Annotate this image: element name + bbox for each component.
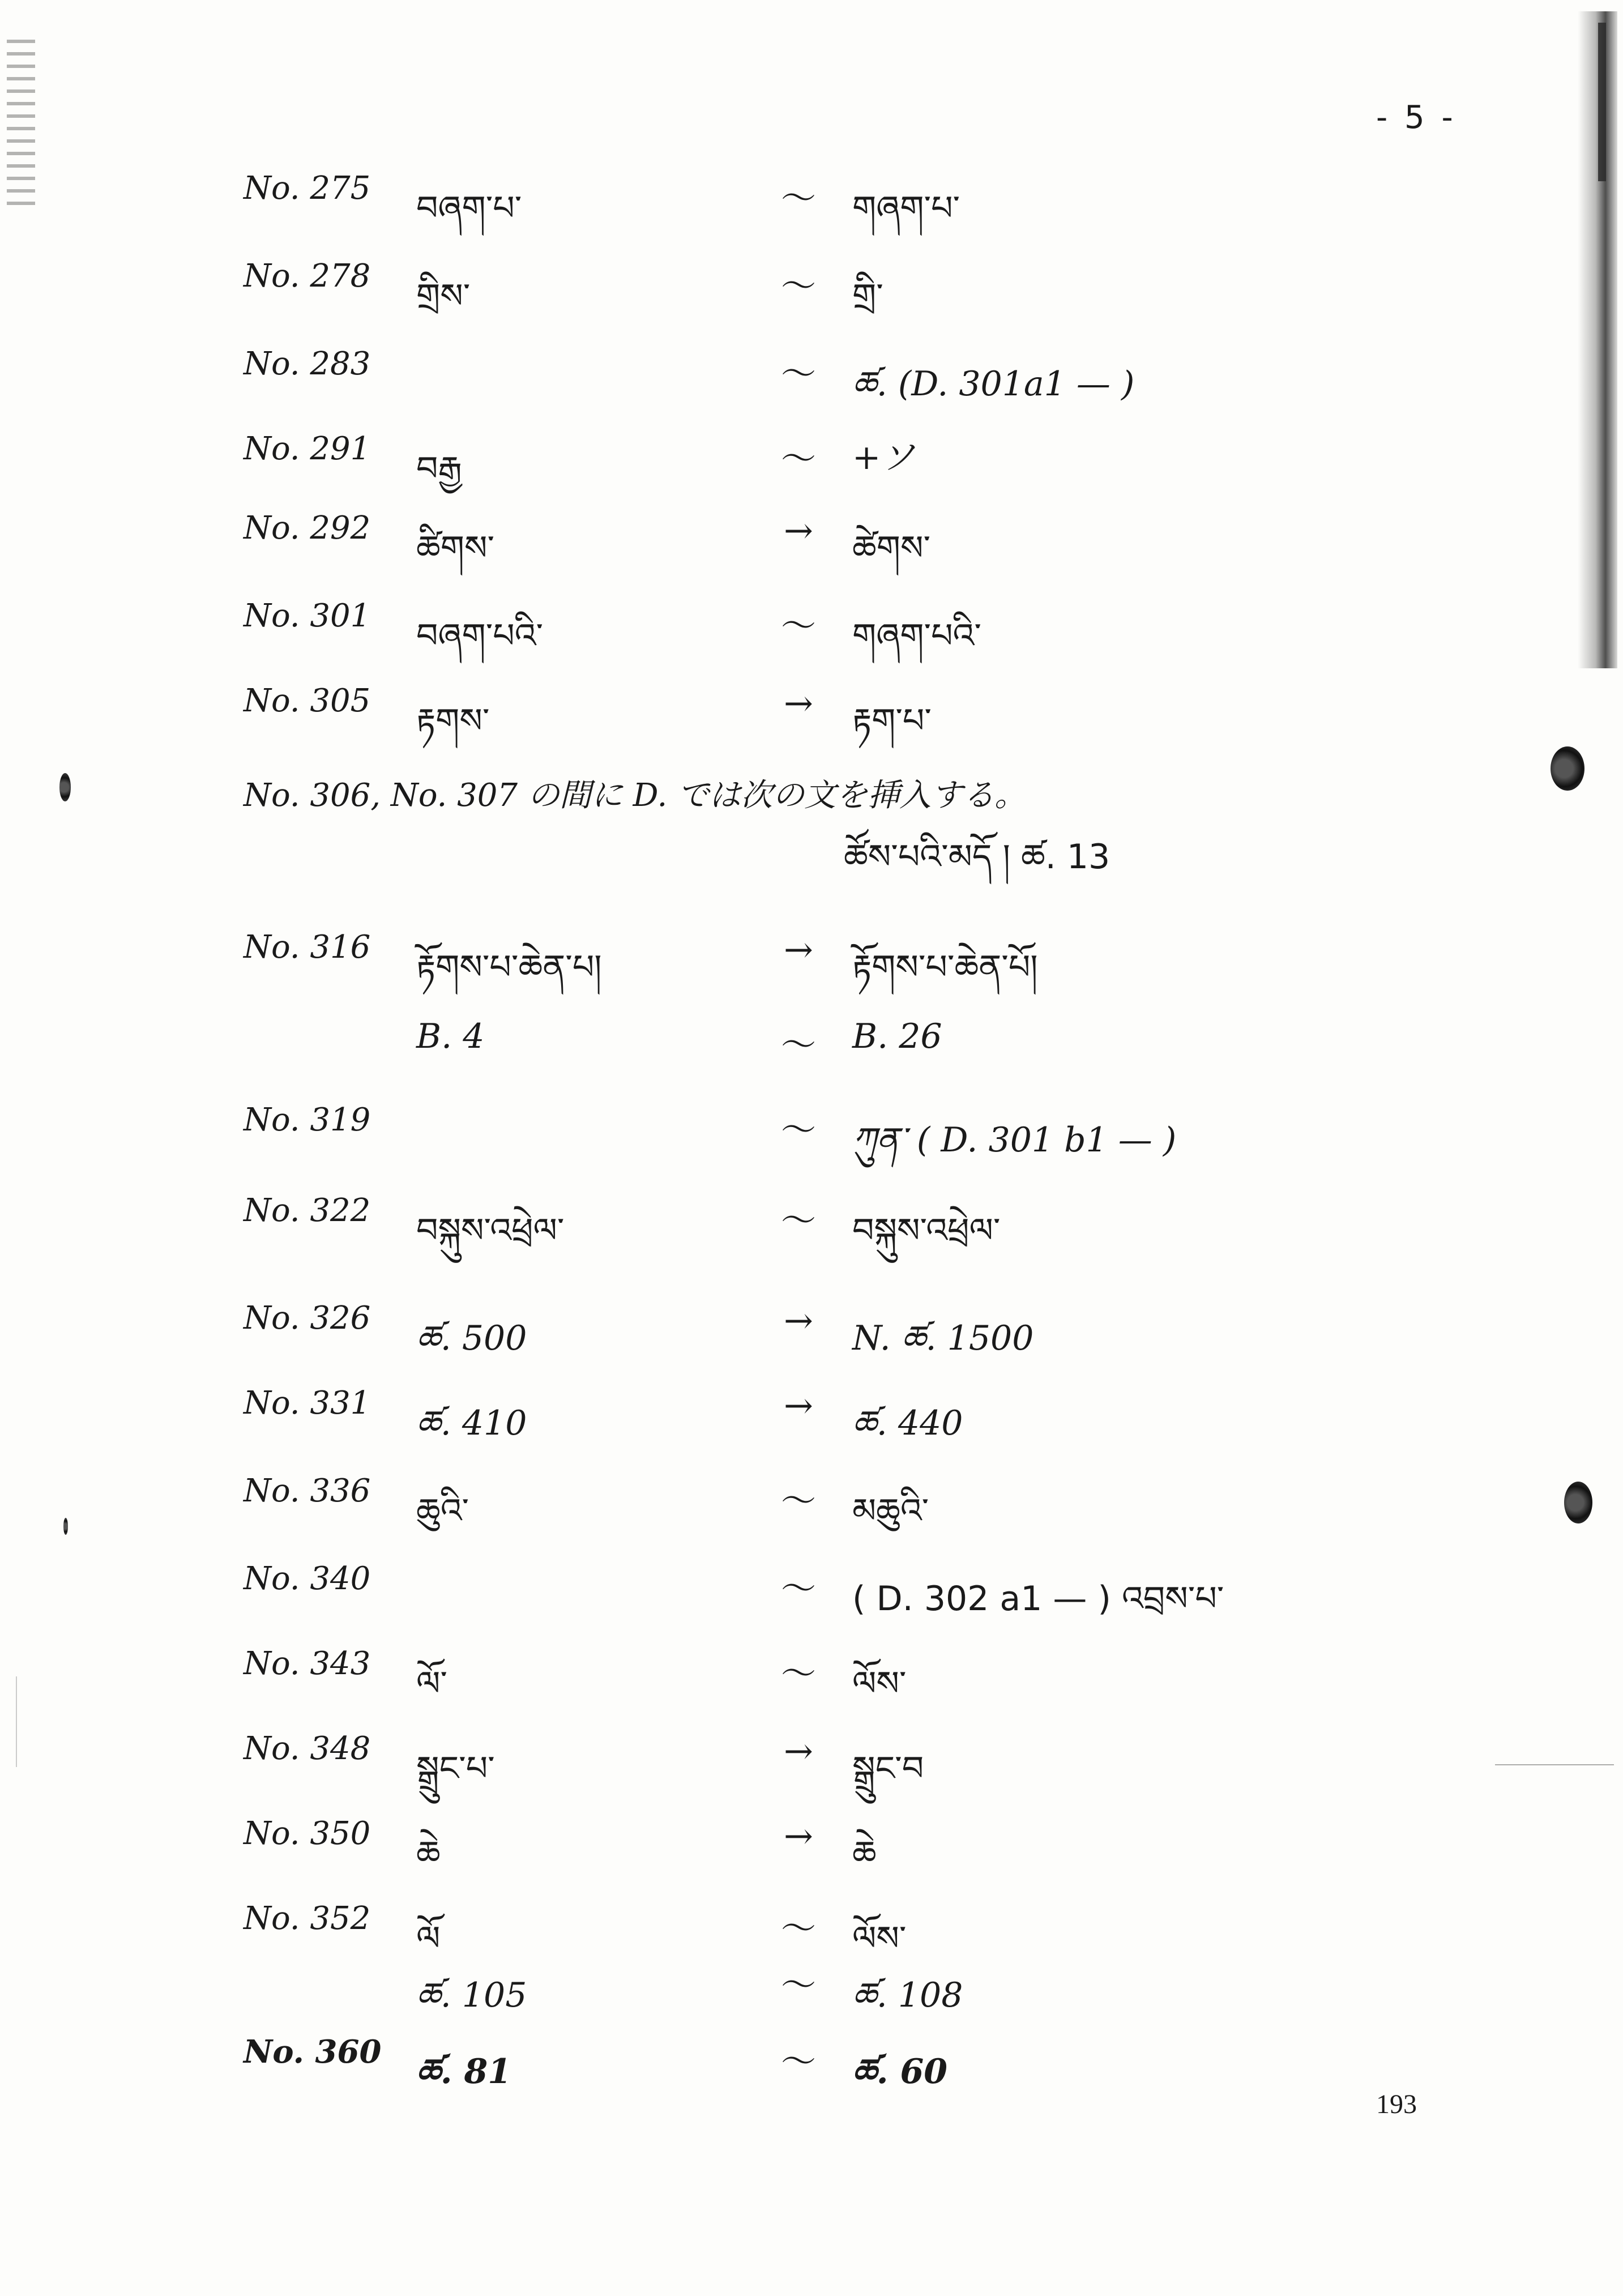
punch-hole-left-top [59,773,71,801]
entry-relation-symbol: ～ [780,605,816,646]
entry-relation-symbol: → [784,929,813,970]
entry-original: བསྐུས་འཕྲེལ་ [416,1211,565,1251]
insertion-note: No. 306, No. 307 の間に D. では次の文を挿入する。 [244,777,1027,814]
entry-number: No. 291 [244,430,371,467]
entry-number: No. 292 [244,510,371,547]
entry-original: རྟགས་ [416,701,490,741]
entry-row [0,1560,1623,1628]
entry-row [0,1645,1623,1713]
entry-number: No. 348 [244,1730,371,1767]
entry-row [0,1017,1623,1085]
entry-row [0,1473,1623,1540]
entry-relation-symbol: ～ [780,438,816,479]
entry-reading: ཚ. (D. 301a1 — ) [852,364,1135,404]
entry-number: No. 360 [244,2033,382,2071]
entry-relation-symbol: ～ [780,1024,816,1065]
entry-row [0,1730,1623,1798]
entry-row [0,1192,1623,1260]
entry-number: No. 301 [244,598,371,634]
entry-row [0,1957,1623,2025]
entry-reading: གྲི་ [852,276,883,316]
entry-number: No. 305 [244,682,371,719]
entry-reading: རྟོགས་པ་ཆེན་པོ། [852,948,1038,987]
entry-reading: ལོས་ [852,1919,907,1958]
entry-reading: ཚེགས་ [852,528,931,568]
entry-original: ཚ. 81 [416,2052,511,2092]
entry-reading: N. ཚ. 1500 [852,1318,1034,1358]
entry-original: ཆེ [416,1834,441,1873]
entry-number: No. 352 [244,1900,371,1937]
entry-original: ཚ. 410 [416,1403,527,1443]
entry-number: No. 316 [244,929,371,966]
entry-relation-symbol: → [784,682,813,724]
entry-reading: མཆུའི་ [852,1491,929,1531]
entry-relation-symbol: ～ [780,2041,816,2082]
entry-relation-symbol: → [784,1815,813,1857]
entry-number: No. 319 [244,1102,371,1138]
entry-original: བརྒྱ [416,449,462,489]
entry-original: ལོ [416,1919,441,1958]
entry-number: No. 326 [244,1300,371,1337]
entry-original: བཞག་པའི་ [416,616,544,656]
entry-relation-symbol: ～ [780,1568,816,1609]
entry-reading: ཆེ [852,1834,877,1873]
entry-relation-symbol: ～ [780,1907,816,1949]
entry-reading: སྒྲུང་བ [852,1749,924,1789]
entry-relation-symbol: ～ [780,353,816,394]
entry-row [0,345,1623,413]
punch-hole-right-top [1551,746,1584,791]
entry-original: ཚ. 500 [416,1318,527,1358]
entry-relation-symbol: ～ [780,265,816,306]
entry-number: No. 336 [244,1473,371,1509]
entry-original: ཚིགས་ [416,528,495,568]
entry-original: བཞག་པ་ [416,189,522,228]
entry-relation-symbol: → [784,1730,813,1772]
entry-row [0,170,1623,238]
entry-reading: གཞག་པ་ [852,189,960,228]
entry-original: སྒྲུང་པ་ [416,1749,495,1789]
entry-number: No. 331 [244,1385,371,1422]
insertion-note-tibetan [844,818,1110,914]
insertion-note-text: ཚོས་པའི་མདོ ། ཚ. 13 [844,837,1111,877]
entry-number: No. 340 [244,1560,371,1597]
entry-row [0,929,1623,997]
entry-relation-symbol: → [784,1385,813,1426]
entry-reading: ཀུན་ ( D. 301 b1 — ) [852,1120,1177,1160]
entry-relation-symbol: ～ [780,1109,816,1150]
entry-row [0,1300,1623,1368]
entry-reading: ( D. 302 a1 — ) འབྲས་པ་ [852,1579,1224,1619]
entry-row [0,510,1623,578]
entry-reading: བསྐུས་འཕྲེལ་ [852,1211,1001,1251]
entry-original: གྲིས་ [416,276,471,316]
entry-original: རྟོགས་པ་ཆེན་པ། [416,948,602,987]
entry-relation-symbol: ～ [780,1200,816,1241]
entry-reading: ལོས་ [852,1664,907,1704]
entry-row [0,598,1623,665]
entry-row [0,682,1623,750]
entry-number: No. 343 [244,1645,371,1682]
page-mark: - 5 - [1376,99,1457,136]
entry-row [0,1815,1623,1883]
entry-row [0,1385,1623,1453]
entry-reading: ཚ. 440 [852,1403,963,1443]
entry-number: No. 350 [244,1815,371,1852]
entry-reading: ཚ. 108 [852,1975,963,2015]
scan-binding-strip [1598,23,1606,181]
entry-row [0,1102,1623,1170]
entry-relation-symbol: ～ [780,1653,816,1694]
entry-row [0,258,1623,326]
entry-reading: རྟག་པ་ [852,701,932,741]
entry-original: ལོ་ [416,1664,447,1704]
entry-reading: གཞག་པའི་ [852,616,981,656]
entry-relation-symbol: → [784,510,813,551]
entry-original: ཆུའི་ [416,1491,469,1531]
entry-relation-symbol: ～ [780,1964,816,2005]
entry-relation-symbol: → [784,1300,813,1341]
entry-original: B. 4 [416,1017,485,1056]
entry-reading: ཚ. 60 [852,2052,947,2092]
entry-relation-symbol: ～ [780,1480,816,1521]
entry-row [0,430,1623,498]
entry-original: ཚ. 105 [416,1975,527,2015]
entry-relation-symbol: ～ [780,177,816,219]
entry-number: No. 275 [244,170,371,207]
entry-number: No. 278 [244,258,371,295]
entry-number: No. 283 [244,345,371,382]
entry-number: No. 322 [244,1192,371,1229]
entry-reading: +ソ [852,438,915,477]
entry-reading: B. 26 [852,1017,942,1056]
page-number: 193 [1376,2089,1417,2119]
